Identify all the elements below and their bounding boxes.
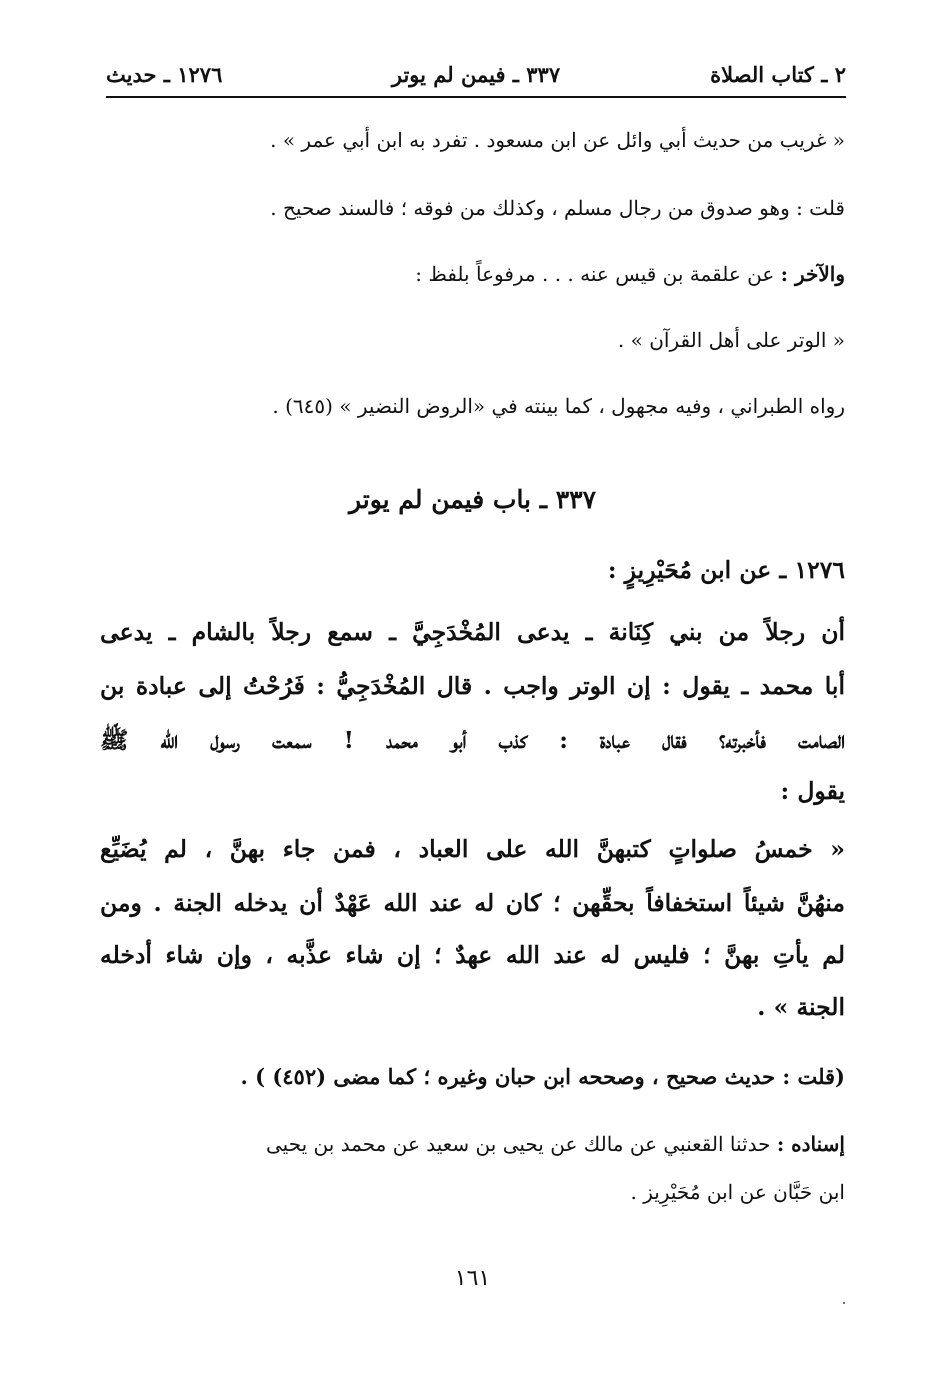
intro-line-3-label: والآخر : [780, 262, 845, 286]
isnad-label: إسناده : [776, 1132, 845, 1156]
intro-line-2: قلت : وهو صدوق من رجال مسلم ، وكذلك من فوقه ؛ فالسند صحيح . [270, 196, 845, 220]
chapter-title: ٣٣٧ ـ باب فيمن لم يوتر [348, 485, 597, 514]
page-number: ١٦١ [454, 1266, 491, 1291]
hadith-p2-line-4: الجنة » . [757, 993, 845, 1021]
running-header [106, 58, 846, 98]
hadith-note: (قلت : حديث صحيح ، وصححه ابن حبان وغيره ؛ كما مضى (٤٥٢) ) . [240, 1064, 845, 1089]
hadith-p1-line-2: أبا محمد ـ يقول : إن الوتر واجب . قال المُخْدَجِيُّ : فَرُحْتُ إلى عبادة بن [100, 672, 845, 700]
isnad-text: حدثنا القعنبي عن مالك عن يحيى بن سعيد عن محمد بن يحيى [266, 1132, 777, 1156]
intro-line-3 [100, 262, 845, 286]
intro-line-4: « الوتر على أهل القرآن » . [617, 328, 845, 352]
scan-speck [843, 1302, 845, 1304]
hadith-p1-line-1: أن رجلاً من بني كِنَانة ـ يدعى المُخْدَجِيَّ ـ سمع رجلاً بالشام ـ يدعى [100, 618, 845, 646]
isnad-line-2: ابن حَبَّان عن ابن مُحَيْرِيز . [630, 1180, 845, 1204]
hadith-number-line: ١٢٧٦ ـ عن ابن مُحَيْرِيزٍ : [607, 556, 845, 584]
header-book-title: ٢ ـ كتاب الصلاة [710, 62, 846, 87]
hadith-p2-line-3: لم يأتِ بهنَّ ؛ فليس له عند الله عهدٌ ؛ إن شاء عذَّبه ، وإن شاء أدخله [100, 941, 845, 969]
intro-line-3-text: عن علقمة بن قيس عنه . . . مرفوعاً بلفظ : [415, 262, 781, 286]
intro-line-1: « غريب من حديث أبي وائل عن ابن مسعود . تفرد به ابن أبي عمر » . [270, 128, 845, 152]
hadith-p1-line-4: يقول : [780, 777, 845, 805]
hadith-p2-line-2: منهُنَّ شيئاً استخفافاً بحقِّهن ؛ كان له عند الله عَهْدٌ أن يدخله الجنة . ومن [100, 889, 845, 917]
hadith-p2-line-1: « خمسُ صلواتٍ كتبهنَّ الله على العباد ، فمن جاء بهنَّ ، لم يُضَيِّع [100, 835, 845, 863]
header-hadith-number: ١٢٧٦ ـ حديث [106, 62, 223, 87]
header-chapter-title: ٣٣٧ ـ فيمن لم يوتر [391, 62, 561, 87]
hadith-p1-line-3: الصامت فأخبرته؟ فقال عبادة : كذب أبو محمد ! سمعت رسول الله ﷺ [100, 726, 845, 754]
isnad-line-1 [100, 1132, 845, 1156]
intro-line-5: رواه الطبراني ، وفيه مجهول ، كما بينته في «الروض النضير » (٦٤٥) . [272, 394, 845, 418]
